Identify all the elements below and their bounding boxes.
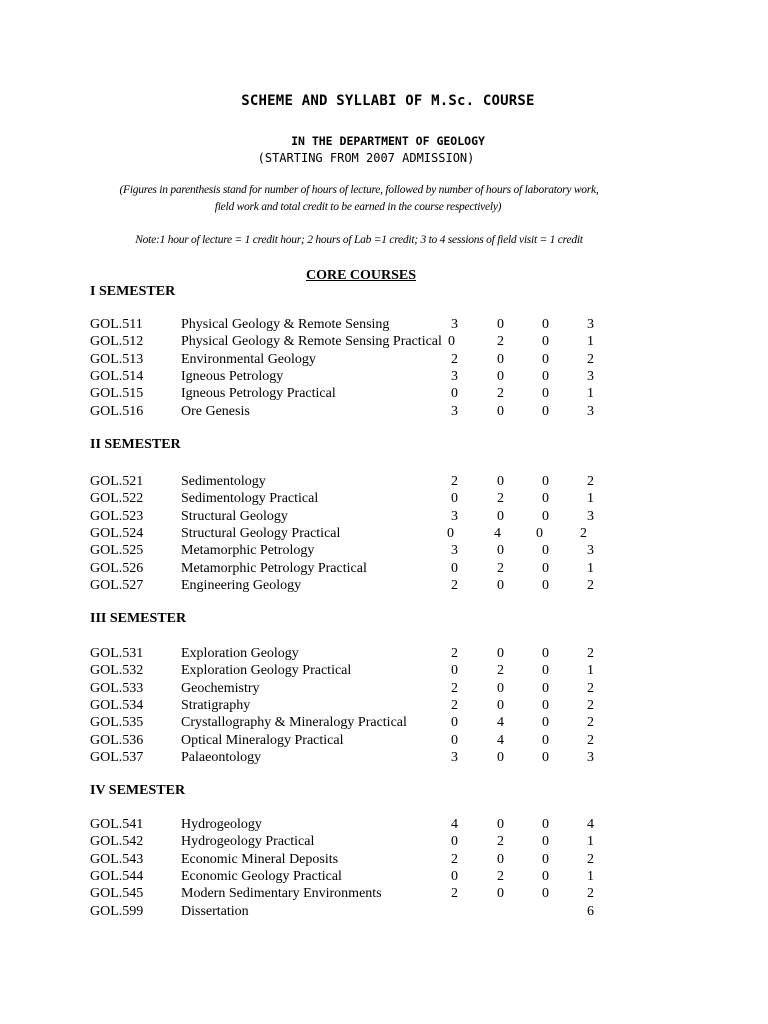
course-row (0, 732, 768, 749)
lecture-hours: 0 (451, 732, 458, 748)
semester-heading: III SEMESTER (90, 611, 187, 626)
total-credit: 2 (580, 526, 587, 542)
lab-hours: 0 (497, 817, 504, 832)
total-credit: 2 (587, 851, 594, 867)
course-row (0, 316, 768, 333)
lab-hours: 0 (497, 851, 504, 867)
course-row (0, 851, 768, 868)
course-code: GOL.514 (90, 369, 144, 385)
field-work: 0 (542, 680, 549, 696)
course-row (0, 868, 768, 885)
lecture-hours: 0 (451, 560, 458, 576)
lecture-hours: 0 (451, 834, 458, 850)
course-code: GOL.531 (90, 646, 144, 661)
lecture-hours: 0 (448, 334, 455, 350)
course-title: Stratigraphy (181, 698, 251, 714)
total-credit: 1 (587, 869, 594, 885)
lecture-hours: 2 (451, 698, 458, 714)
course-title: Economic Geology Practical (181, 869, 342, 885)
field-work: 0 (536, 526, 543, 542)
course-code: GOL.515 (90, 386, 144, 402)
course-code: GOL.512 (90, 334, 144, 350)
course-code: GOL.522 (90, 491, 144, 507)
total-credit: 3 (587, 750, 594, 766)
lab-hours: 0 (497, 369, 504, 385)
field-work: 0 (542, 508, 549, 524)
total-credit: 2 (587, 732, 594, 748)
field-work: 0 (542, 869, 549, 885)
lecture-hours: 0 (451, 386, 458, 402)
course-code: GOL.523 (90, 508, 144, 524)
credit-note: Note:1 hour of lecture = 1 credit hour; 2 hours of Lab =1 credit; 3 to 4 sessions of field visit = 1 credit (135, 234, 583, 246)
semester-heading: IV SEMESTER (90, 783, 186, 798)
course-row (0, 473, 768, 490)
course-code: GOL.516 (90, 403, 144, 419)
field-work: 0 (542, 663, 549, 679)
course-code: GOL.513 (90, 351, 144, 367)
lecture-hours: 2 (451, 886, 458, 902)
course-row (0, 680, 768, 697)
field-work: 0 (542, 732, 549, 748)
course-code: GOL.525 (90, 543, 144, 559)
course-title: Crystallography & Mineralogy Practical (181, 715, 407, 731)
course-code: GOL.543 (90, 851, 144, 867)
course-code: GOL.542 (90, 834, 144, 850)
field-work: 0 (542, 369, 549, 385)
semester-heading: II SEMESTER (90, 437, 181, 452)
course-row (0, 749, 768, 766)
lab-hours: 4 (497, 732, 504, 748)
course-row (0, 662, 768, 679)
lecture-hours: 0 (451, 491, 458, 507)
lecture-hours: 2 (451, 646, 458, 661)
lab-hours: 0 (497, 543, 504, 559)
field-work: 0 (542, 646, 549, 661)
lecture-hours: 3 (451, 750, 458, 766)
course-title: Physical Geology & Remote Sensing Practical (181, 334, 442, 350)
lab-hours: 0 (497, 317, 504, 332)
lab-hours: 2 (497, 869, 504, 885)
total-credit: 1 (587, 334, 594, 350)
course-code: GOL.526 (90, 560, 144, 576)
course-code: GOL.541 (90, 817, 144, 832)
course-row (0, 903, 768, 920)
course-row (0, 333, 768, 350)
total-credit: 2 (587, 578, 594, 594)
lecture-hours: 2 (451, 474, 458, 489)
total-credit: 3 (587, 317, 594, 332)
course-code: GOL.537 (90, 750, 144, 766)
lecture-hours: 3 (451, 317, 458, 332)
course-row (0, 525, 768, 542)
course-title: Igneous Petrology Practical (181, 386, 336, 402)
course-title: Hydrogeology (181, 817, 262, 832)
course-code: GOL.536 (90, 732, 144, 748)
total-credit: 2 (587, 886, 594, 902)
lecture-hours: 0 (447, 526, 454, 542)
figures-note-line1: (Figures in parenthesis stand for number of hours of lecture, followed by number of hours of laboratory work, (119, 184, 599, 196)
total-credit: 3 (587, 543, 594, 559)
course-title: Environmental Geology (181, 351, 316, 367)
total-credit: 2 (587, 698, 594, 714)
total-credit: 6 (587, 903, 594, 919)
course-title: Optical Mineralogy Practical (181, 732, 344, 748)
field-work: 0 (542, 491, 549, 507)
total-credit: 3 (587, 508, 594, 524)
field-work: 0 (542, 474, 549, 489)
total-credit: 2 (587, 680, 594, 696)
lab-hours: 2 (497, 491, 504, 507)
course-title: Metamorphic Petrology Practical (181, 560, 367, 576)
course-title: Economic Mineral Deposits (181, 851, 339, 867)
lab-hours: 2 (497, 560, 504, 576)
lab-hours: 0 (497, 698, 504, 714)
lab-hours: 0 (497, 646, 504, 661)
total-credit: 2 (587, 351, 594, 367)
lab-hours: 0 (497, 474, 504, 489)
total-credit: 3 (587, 403, 594, 419)
field-work: 0 (542, 317, 549, 332)
lecture-hours: 0 (451, 663, 458, 679)
admission-note: (STARTING FROM 2007 ADMISSION) (257, 151, 475, 165)
field-work: 0 (542, 543, 549, 559)
lecture-hours: 4 (451, 817, 458, 832)
course-title: Engineering Geology (181, 578, 302, 594)
lab-hours: 2 (497, 663, 504, 679)
course-code: GOL.524 (90, 526, 144, 542)
document-title: SCHEME AND SYLLABI OF M.Sc. COURSE (241, 93, 535, 109)
field-work: 0 (542, 750, 549, 766)
lecture-hours: 2 (451, 680, 458, 696)
course-row (0, 490, 768, 507)
field-work: 0 (542, 578, 549, 594)
total-credit: 1 (587, 560, 594, 576)
lab-hours: 4 (497, 715, 504, 731)
course-row (0, 885, 768, 902)
course-row (0, 714, 768, 731)
lab-hours: 2 (497, 834, 504, 850)
lecture-hours: 3 (451, 403, 458, 419)
course-code: GOL.532 (90, 663, 144, 679)
course-row (0, 385, 768, 402)
lecture-hours: 3 (451, 508, 458, 524)
field-work: 0 (542, 351, 549, 367)
lab-hours: 0 (497, 578, 504, 594)
course-row (0, 697, 768, 714)
course-title: Exploration Geology (181, 646, 299, 661)
total-credit: 1 (587, 386, 594, 402)
course-row (0, 508, 768, 525)
lab-hours: 4 (494, 526, 501, 542)
course-row (0, 816, 768, 833)
course-code: GOL.534 (90, 698, 144, 714)
course-code: GOL.533 (90, 680, 144, 696)
course-title: Sedimentology Practical (181, 491, 319, 507)
course-row (0, 560, 768, 577)
lecture-hours: 3 (451, 543, 458, 559)
field-work: 0 (542, 386, 549, 402)
course-title: Structural Geology Practical (181, 526, 341, 542)
section-title: CORE COURSES (305, 268, 417, 283)
lab-hours: 0 (497, 508, 504, 524)
field-work: 0 (542, 560, 549, 576)
lab-hours: 2 (497, 334, 504, 350)
total-credit: 1 (587, 491, 594, 507)
total-credit: 3 (587, 369, 594, 385)
lecture-hours: 2 (451, 578, 458, 594)
course-title: Metamorphic Petrology (181, 543, 315, 559)
lab-hours: 2 (497, 386, 504, 402)
course-title: Dissertation (181, 903, 249, 919)
course-code: GOL.527 (90, 578, 144, 594)
course-row (0, 833, 768, 850)
course-code: GOL.521 (90, 474, 144, 489)
field-work: 0 (542, 886, 549, 902)
course-row (0, 645, 768, 662)
lecture-hours: 0 (451, 869, 458, 885)
total-credit: 1 (587, 663, 594, 679)
figures-note-line2: field work and total credit to be earned in the course respectively) (214, 201, 502, 213)
course-title: Physical Geology & Remote Sensing (181, 317, 390, 332)
course-code: GOL.545 (90, 886, 144, 902)
lab-hours: 0 (497, 886, 504, 902)
field-work: 0 (542, 698, 549, 714)
total-credit: 1 (587, 834, 594, 850)
field-work: 0 (542, 403, 549, 419)
total-credit: 4 (587, 817, 594, 832)
total-credit: 2 (587, 646, 594, 661)
course-row (0, 542, 768, 559)
course-code: GOL.535 (90, 715, 144, 731)
lab-hours: 0 (497, 403, 504, 419)
course-title: Modern Sedimentary Environments (181, 886, 382, 902)
field-work: 0 (542, 834, 549, 850)
course-code: GOL.599 (90, 903, 144, 919)
course-row (0, 403, 768, 420)
field-work: 0 (542, 715, 549, 731)
lab-hours: 0 (497, 351, 504, 367)
course-row (0, 577, 768, 594)
lecture-hours: 2 (451, 351, 458, 367)
total-credit: 2 (587, 474, 594, 489)
lecture-hours: 3 (451, 369, 458, 385)
field-work: 0 (542, 334, 549, 350)
course-title: Igneous Petrology (181, 369, 284, 385)
department-heading: IN THE DEPARTMENT OF GEOLOGY (291, 134, 485, 148)
course-row (0, 351, 768, 368)
course-title: Hydrogeology Practical (181, 834, 315, 850)
field-work: 0 (542, 817, 549, 832)
course-title: Structural Geology (181, 508, 288, 524)
course-title: Geochemistry (181, 680, 260, 696)
total-credit: 2 (587, 715, 594, 731)
lab-hours: 0 (497, 680, 504, 696)
course-row (0, 368, 768, 385)
course-title: Palaeontology (181, 750, 262, 766)
course-title: Ore Genesis (181, 403, 250, 419)
course-code: GOL.544 (90, 869, 144, 885)
course-title: Sedimentology (181, 474, 266, 489)
semester-heading: I SEMESTER (90, 284, 176, 299)
lecture-hours: 0 (451, 715, 458, 731)
course-title: Exploration Geology Practical (181, 663, 352, 679)
field-work: 0 (542, 851, 549, 867)
lab-hours: 0 (497, 750, 504, 766)
course-code: GOL.511 (90, 317, 143, 332)
lecture-hours: 2 (451, 851, 458, 867)
